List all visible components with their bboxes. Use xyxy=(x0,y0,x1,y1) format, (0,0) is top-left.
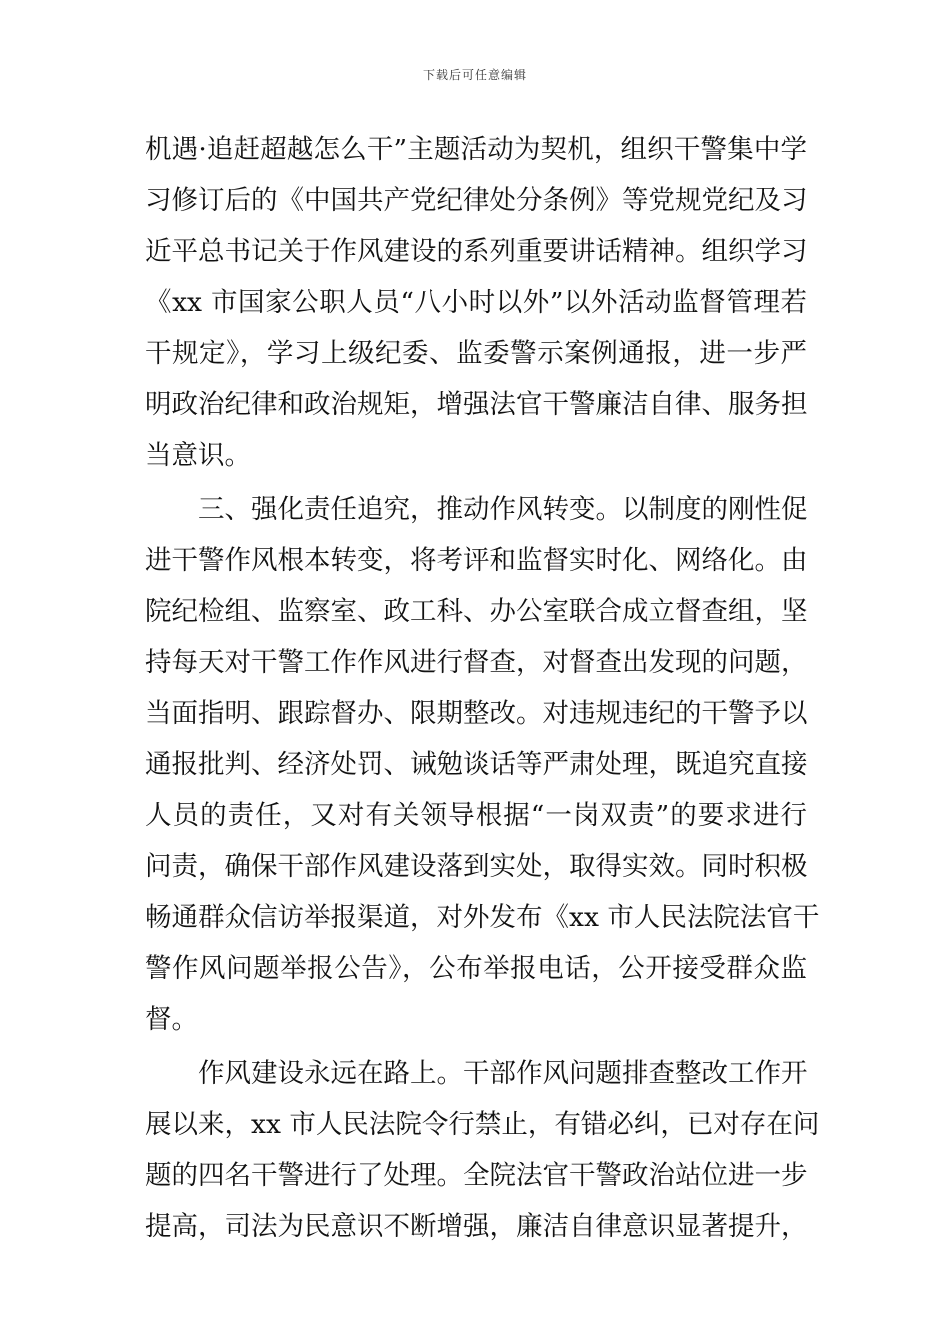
text-line: 习修订后的《中国共产党纪律处分条例》等党规党纪及习 xyxy=(145,185,808,216)
text-line: 提高，司法为民意识不断增强，廉洁自律意识显著提升， xyxy=(145,1211,808,1242)
text-line: 进干警作风根本转变，将考评和监督实时化、网络化。由 xyxy=(145,545,808,576)
paragraph-3 xyxy=(145,1048,820,1252)
text-line: 督。 xyxy=(145,1004,198,1035)
text-line: 《xx 市国家公职人员“八小时以外”以外活动监督管理若 xyxy=(145,287,807,318)
text-line: 明政治纪律和政治规矩，增强法官干警廉洁自律、服务担 xyxy=(145,389,808,420)
text-line: 三、强化责任追究，推动作风转变。以制度的刚性促 xyxy=(198,494,808,525)
text-line: 警作风问题举报公告》，公布举报电话，公开接受群众监 xyxy=(145,953,807,984)
text-line: 干规定》，学习上级纪委、监委警示案例通报，进一步严 xyxy=(145,338,807,369)
text-line: 作风建设永远在路上。干部作风问题排查整改工作开 xyxy=(198,1058,808,1089)
paragraph-2 xyxy=(145,484,820,1045)
text-line: 题的四名干警进行了处理。全院法官干警政治站位进一步 xyxy=(145,1160,808,1191)
text-line: 机遇·追赶超越怎么干”主题活动为契机，组织干警集中学 xyxy=(145,134,807,165)
text-line: 畅通群众信访举报渠道，对外发布《xx 市人民法院法官干 xyxy=(145,902,820,933)
text-line: 通报批判、经济处罚、诫勉谈话等严肃处理，既追究直接 xyxy=(145,749,808,780)
text-line: 持每天对干警工作作风进行督查，对督查出发现的问题， xyxy=(145,647,808,678)
text-line: 人员的责任，又对有关领导根据“一岗双责”的要求进行 xyxy=(145,800,807,831)
text-line: 展以来，xx 市人民法院令行禁止，有错必纠，已对存在问 xyxy=(145,1109,820,1140)
text-line: 当面指明、跟踪督办、限期整改。对违规违纪的干警予以 xyxy=(145,698,808,729)
page-header-note: 下载后可任意编辑 xyxy=(422,68,527,82)
text-line: 近平总书记关于作风建设的系列重要讲话精神。组织学习 xyxy=(145,236,808,267)
paragraph-1 xyxy=(145,124,807,481)
text-line: 问责，确保干部作风建设落到实处，取得实效。同时积极 xyxy=(145,851,808,882)
text-line: 院纪检组、监察室、政工科、办公室联合成立督查组，坚 xyxy=(145,596,808,627)
text-line: 当意识。 xyxy=(145,440,251,471)
document-body xyxy=(145,124,820,1252)
